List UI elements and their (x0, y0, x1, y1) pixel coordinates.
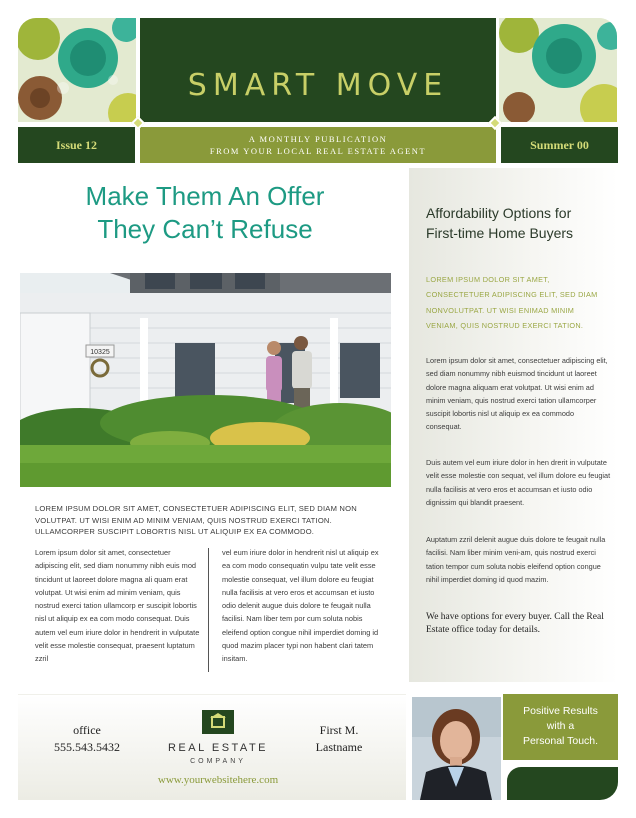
sidebar-paragraph-2: Duis autem vel eum iriure dolor in hen drerit in vulputate velit esse molestie con sequat, vel illum dolore eu feugiat nulla facilisis at vero eros et accumsan et iusto odio dignissim qui blandit praesent. (426, 458, 611, 507)
promo-line-1: Positive Results (523, 705, 598, 717)
season-label: Summer 00 (501, 127, 618, 163)
issue-label: Issue 12 (18, 127, 135, 163)
promo-text (503, 704, 618, 749)
article-lead: LOREM IPSUM DOLOR SIT AMET, CONSECTETUER ADIPISCING ELIT, SED DIAM NON VOLUTPAT. UT WISI ENIM AD MINIM VENIAM, QUIS NOSTRUD EXERCI TATION. ULLAMCORPER SUSCIPIT LOBORTIS NISL UT ALIQUIP EX EA COMMODO. (35, 504, 357, 536)
agent-last-name: Lastname (315, 740, 363, 754)
promo-line-2: with a (546, 720, 575, 732)
website-link[interactable]: www.yourwebsitehere.com (157, 774, 279, 786)
newsletter-title: SMART MOVE (187, 68, 449, 103)
house-photo (20, 273, 391, 487)
headline-line-2: They Can’t Refuse (97, 214, 313, 244)
sidebar-paragraph-1: Lorem ipsum dolor sit amet, consectetuer adipiscing elit, sed diam nonummy nibh euismod tincidunt ut laoreet dolore magna aliquam erat volutpat. Ut wisi enim ad minim veniam, quis nostrud exerci tation ullamcorper suscipit lobortis nisl ut aliquip ex ea commodo consequat. (426, 356, 608, 432)
house-number: 10325 (90, 349, 110, 356)
sidebar-callout: We have options for every buyer. Call the Real Estate office today for details. (426, 612, 604, 635)
promo-accent-block (507, 767, 618, 800)
sidebar-title: Affordability Options for First-time Home Buyers (426, 205, 574, 241)
publication-line-1: A MONTHLY PUBLICATION (248, 134, 388, 144)
promo-line-3: Personal Touch. (522, 735, 599, 747)
sidebar-intro: LOREM IPSUM DOLOR SIT AMET, CONSECTETUER ADIPISCING ELIT, SED DIAM NONVOLUTPAT. UT WISI ENIMAD MINIM VENIAM, QUIS NOSTRUD EXERCI TATION. (426, 275, 598, 330)
floral-header-left (18, 18, 136, 122)
article-column-2: vel eum iriure dolor in hendrerit nisl ut aliquip ex ea com modo consequatin vulpu tate velit esse molestie consequat, vel illum dolore eu feugiat nulla facilisis at vero eros et accumsan et iusto odio delenit augue duis dolore te feugait nulla facilisi. Nam liber tem por cum soluta nobis eleifend option congue nihil imperdiet doming id quod mazim placer typi non habent clari tatem insitam. (222, 548, 379, 664)
agent-first-name: First M. (319, 723, 359, 737)
article-column-1: Lorem ipsum dolor sit amet, consectetuer adipiscing elit, sed diam nonummy nibh euis mod tincidunt ut laoreet dolore magna ali quam erat volutpat. Ut wisi enim ad minim veniam, quis nostrud exerci tation ullamcorp er suscipit lobortis nisl ut aliquip ex ea com modo consequat. Duis autem vel eum iriure dolor in hendrerit in vulputate velit esse molestie consequat, praesent luptatum zzril (35, 548, 200, 664)
headline-line-1: Make Them An Offer (85, 181, 325, 211)
agent-photo (412, 697, 501, 800)
company-name: REAL ESTATE (167, 742, 269, 754)
office-label: office (73, 723, 101, 737)
company-logo-icon (202, 710, 234, 734)
office-contact (42, 722, 132, 756)
floral-header-right (499, 18, 617, 122)
agent-name (300, 722, 378, 756)
publication-tagline (140, 127, 496, 163)
office-phone: 555.543.5432 (54, 740, 120, 754)
company-subtitle: COMPANY (190, 758, 246, 765)
publication-line-2: FROM YOUR LOCAL REAL ESTATE AGENT (209, 146, 427, 156)
sidebar-paragraph-3: Auptatum zzril delenit augue duis dolore te feugait nulla facilisi. Nam liber minim veni-am, quis nostrud exerci tation tempor cum soluta nobis eleifend option congue nihil imperdiet doming id quod mazim. (426, 535, 606, 584)
main-headline (20, 180, 390, 246)
column-divider (208, 548, 209, 672)
